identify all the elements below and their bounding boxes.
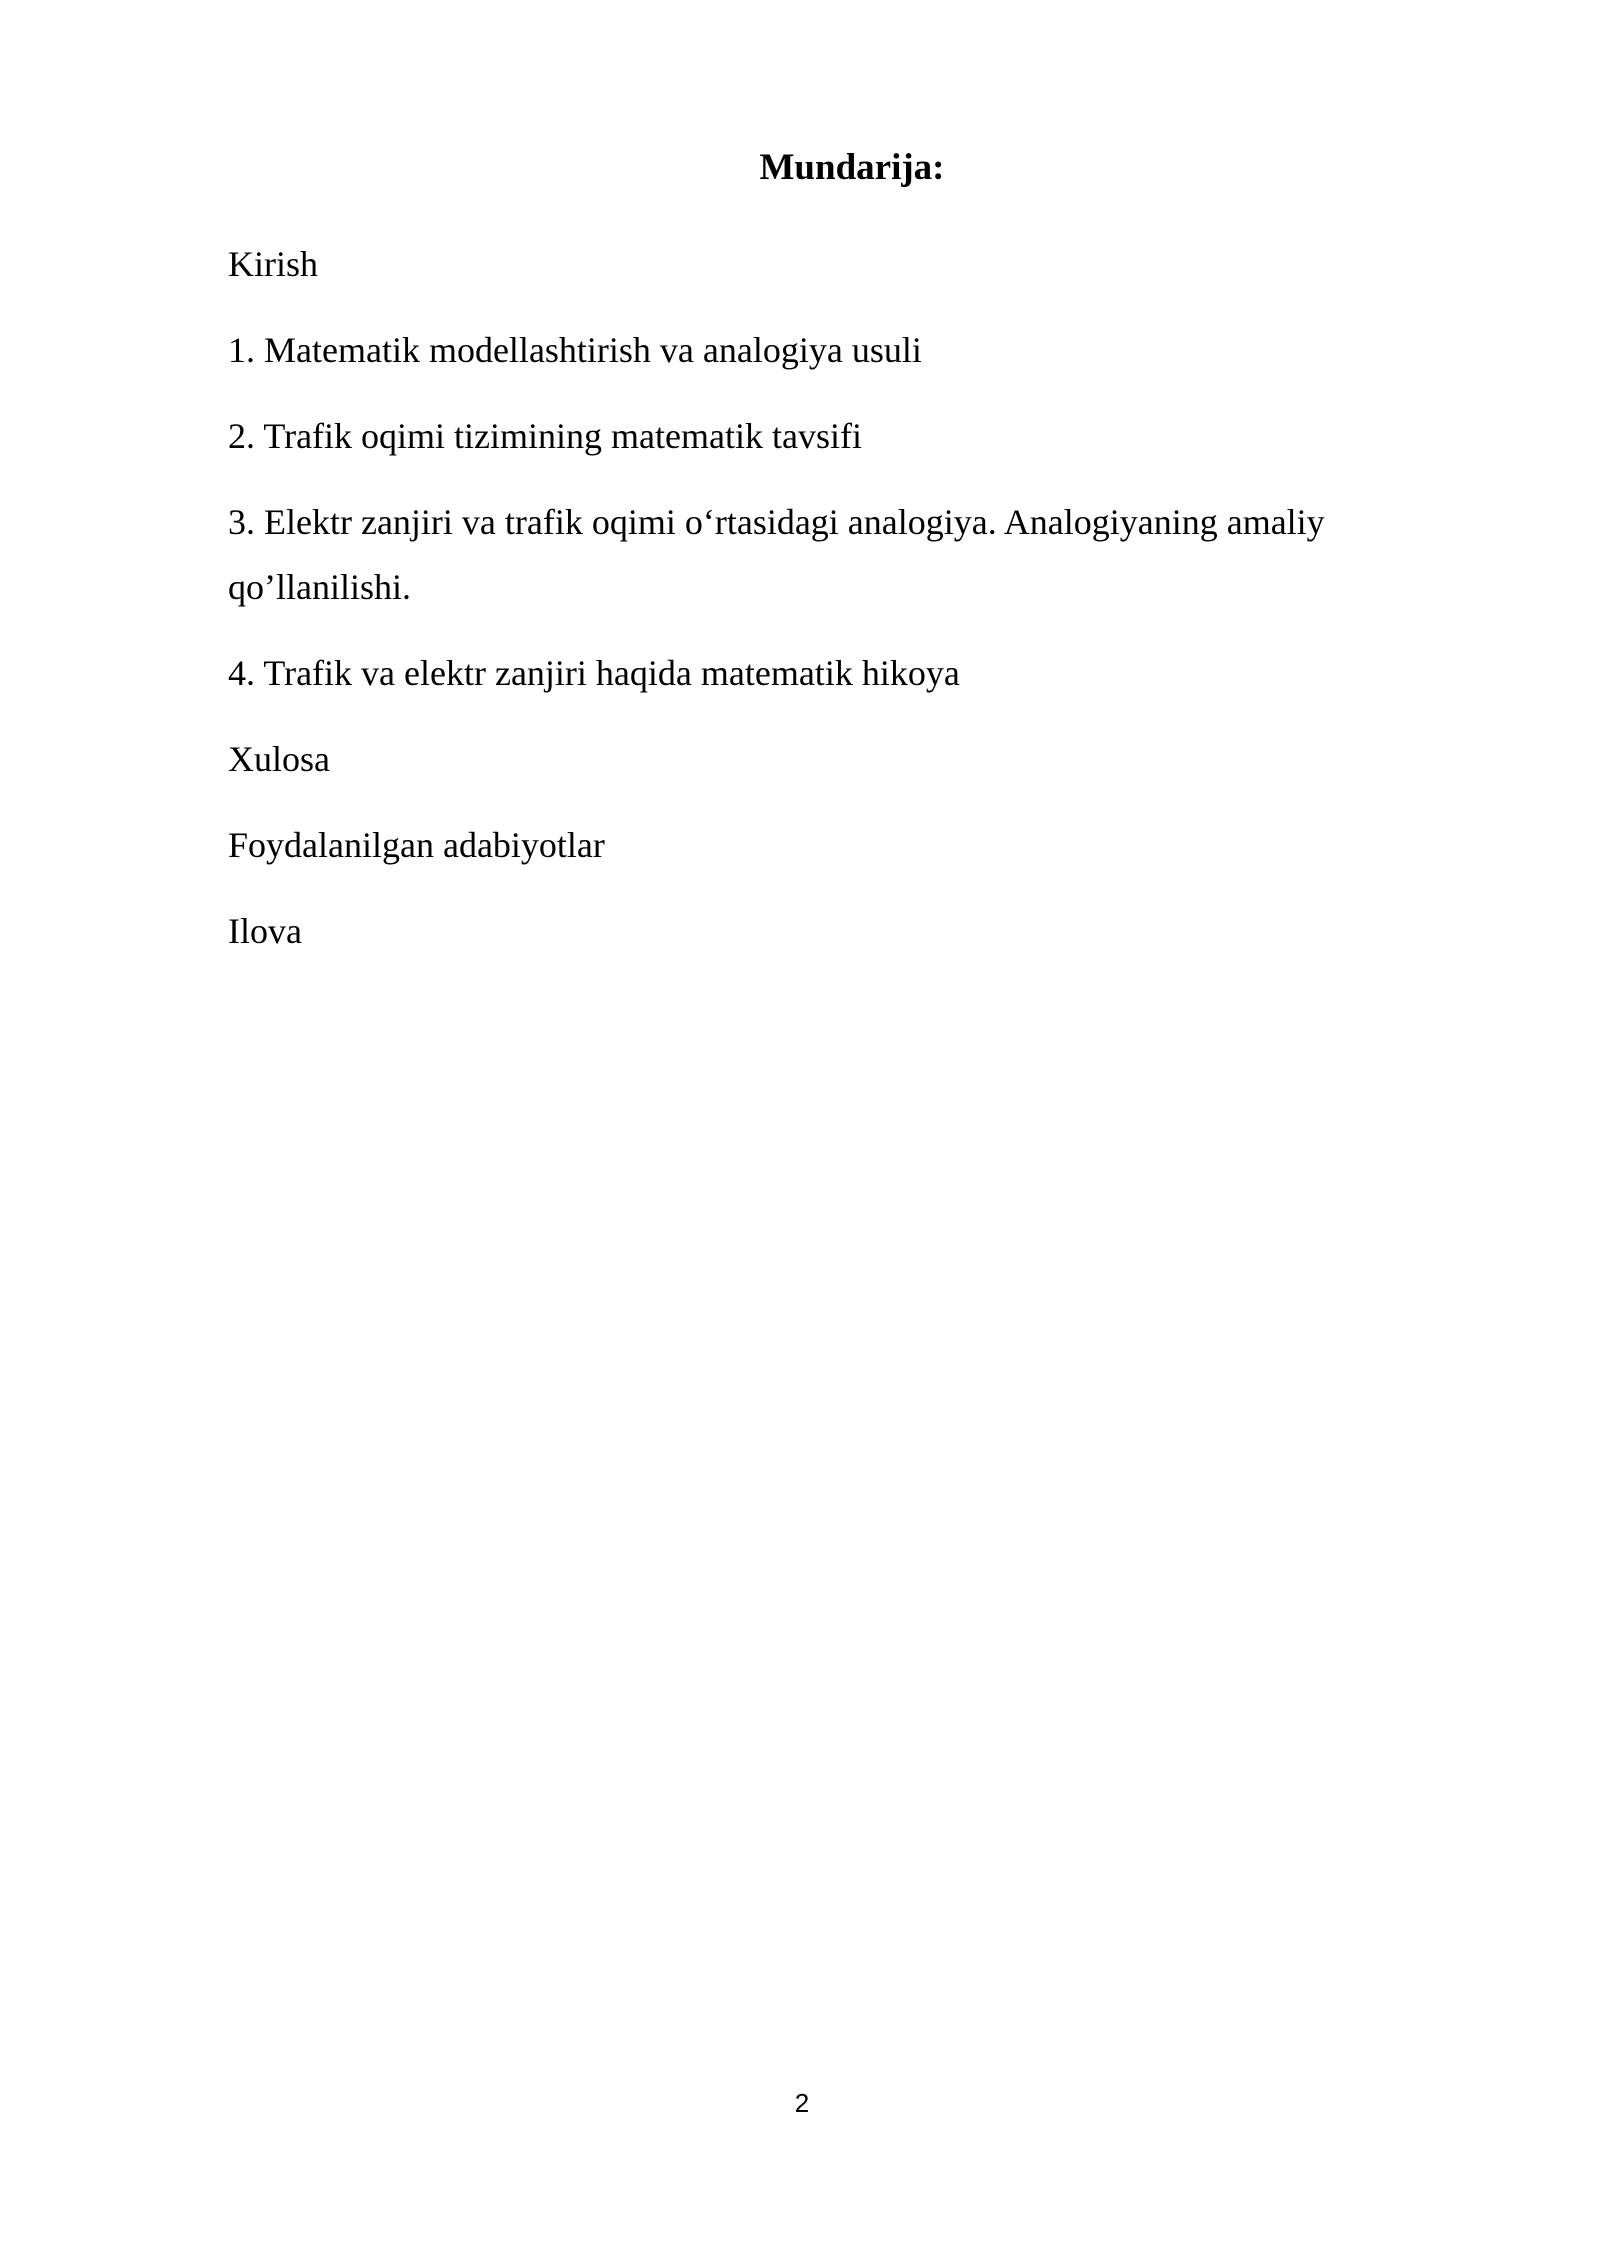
page-number: 2 <box>794 2088 810 2118</box>
table-of-contents <box>228 232 1388 985</box>
toc-item-references: Foydalanilgan adabiyotlar <box>228 825 605 865</box>
toc-item-chapter-3: 3. Elektr zanjiri va trafik oqimi o‘rtasidagi analogiya. Analogiyaning amaliy qo’llanilishi. <box>228 502 1325 607</box>
toc-item-chapter-4: 4. Trafik va elektr zanjiri haqida matematik hikoya <box>228 653 960 693</box>
page-title: Mundarija: <box>759 147 945 188</box>
toc-item-appendix: Ilova <box>228 911 302 951</box>
toc-item-conclusion: Xulosa <box>228 739 330 779</box>
toc-item-introduction: Kirish <box>228 244 318 284</box>
toc-item-chapter-1: 1. Matematik modellashtirish va analogiya usuli <box>228 330 922 370</box>
toc-item-chapter-2: 2. Trafik oqimi tizimining matematik tavsifi <box>228 416 862 456</box>
